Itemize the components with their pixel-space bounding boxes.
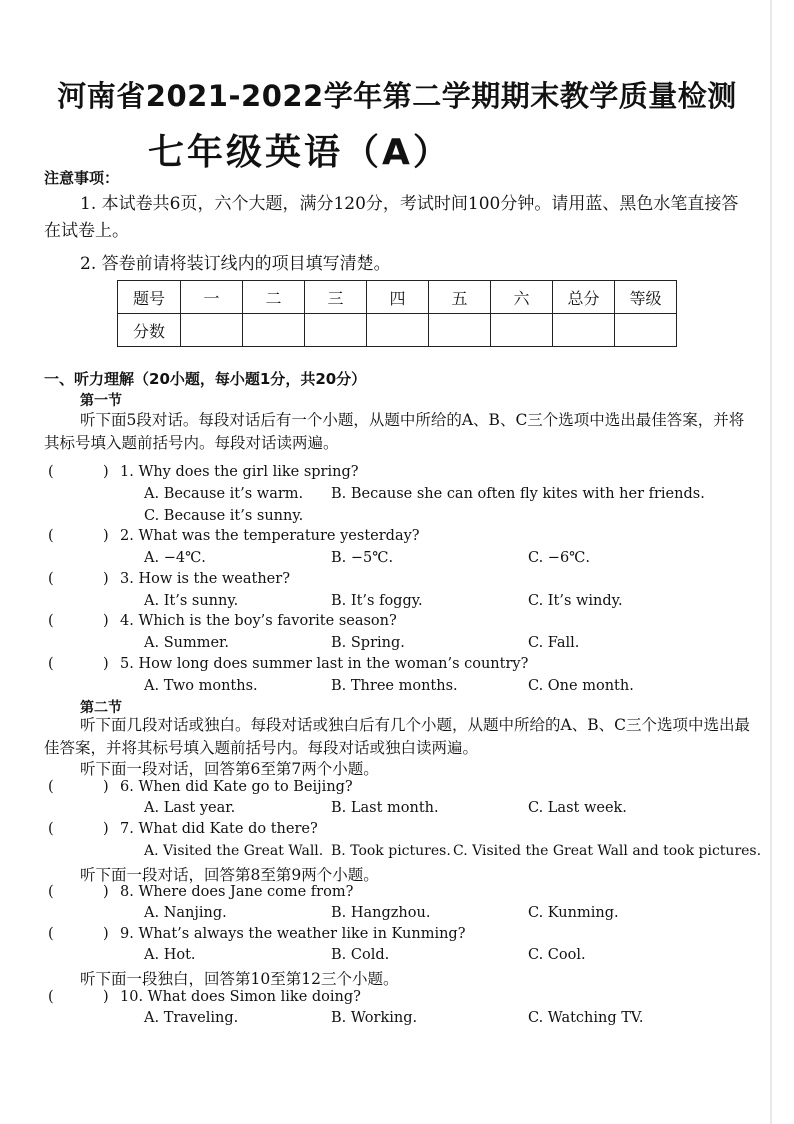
note-item-1: 1. 本试卷共6页，六个大题，满分120分，考试时间100分钟。请用蓝、黑色水笔直接答在试卷上。 <box>44 194 739 241</box>
score-cell[interactable] <box>305 314 367 347</box>
option-c: C. Fall. <box>528 635 580 651</box>
part1-instruction: 听下面5段对话。每段对话后有一个小题，从题中所给的A、B、C三个选项中选出最佳答案，并将其标号填入题前括号内。每段对话读两遍。 <box>44 411 745 452</box>
answer-paren-right: ) <box>103 528 109 544</box>
answer-paren-left[interactable]: ( <box>48 613 54 629</box>
score-table <box>117 280 677 347</box>
note-item-2: 2. 答卷前请将装订线内的项目填写清楚。 <box>80 254 391 274</box>
question-text: 3. How is the weather? <box>120 571 290 587</box>
score-cell[interactable] <box>491 314 553 347</box>
part2-heading: 第二节 <box>80 700 122 716</box>
answer-paren-left[interactable]: ( <box>48 779 54 795</box>
question-text: 4. Which is the boy’s favorite season? <box>120 613 397 629</box>
option-b: B. Because she can often fly kites with her friends. <box>331 486 705 502</box>
option-b: B. Last month. <box>331 800 439 816</box>
score-cell[interactable] <box>367 314 429 347</box>
option-c: C. Watching TV. <box>528 1010 644 1026</box>
option-b: B. Working. <box>331 1010 418 1026</box>
option-a: A. Visited the Great Wall. <box>144 843 324 859</box>
score-header-cell: 二 <box>243 281 305 314</box>
answer-paren-left[interactable]: ( <box>48 821 54 837</box>
question-row <box>0 926 794 946</box>
option-c: C. −6℃. <box>528 550 591 566</box>
question-row <box>0 779 794 799</box>
question-row <box>0 989 794 1009</box>
option-b: B. Spring. <box>331 635 405 651</box>
answer-paren-left[interactable]: ( <box>48 989 54 1005</box>
answer-paren-left[interactable]: ( <box>48 571 54 587</box>
question-text: 5. How long does summer last in the woman’s country? <box>120 656 529 672</box>
option-b: B. Took pictures. <box>331 843 451 859</box>
question-text: 9. What’s always the weather like in Kunming? <box>120 926 466 942</box>
scan-edge <box>770 0 772 1124</box>
answer-paren-left[interactable]: ( <box>48 528 54 544</box>
answer-paren-right: ) <box>103 779 109 795</box>
option-a: A. Last year. <box>144 800 236 816</box>
section-heading: 一、听力理解（20小题，每小题1分，共20分） <box>44 370 367 388</box>
dialogue-lead: 听下面一段对话，回答第8至第9两个小题。 <box>80 866 379 884</box>
option-a: A. Hot. <box>144 947 196 963</box>
question-text: 6. When did Kate go to Beijing? <box>120 779 353 795</box>
question-row <box>0 528 794 548</box>
score-header-cell: 等级 <box>615 281 677 314</box>
answer-paren-right: ) <box>103 613 109 629</box>
score-header-cell: 四 <box>367 281 429 314</box>
question-row <box>0 613 794 633</box>
score-header-cell: 六 <box>491 281 553 314</box>
answer-paren-right: ) <box>103 821 109 837</box>
question-row <box>0 821 794 841</box>
option-a: A. Summer. <box>144 635 229 651</box>
option-a: A. Two months. <box>144 678 258 694</box>
option-a: A. −4℃. <box>144 550 206 566</box>
option-b: B. Three months. <box>331 678 458 694</box>
option-a: A. Because it’s warm. <box>144 486 304 502</box>
option-c: C. One month. <box>528 678 634 694</box>
score-table-value-row <box>118 314 677 347</box>
dialogue-lead: 听下面一段对话，回答第6至第7两个小题。 <box>80 760 379 778</box>
score-cell[interactable] <box>553 314 615 347</box>
question-text: 8. Where does Jane come from? <box>120 884 354 900</box>
answer-paren-left[interactable]: ( <box>48 656 54 672</box>
score-header-cell: 总分 <box>553 281 615 314</box>
option-c: C. Because it’s sunny. <box>144 508 304 524</box>
answer-paren-right: ) <box>103 884 109 900</box>
option-a: A. Nanjing. <box>144 905 227 921</box>
answer-paren-right: ) <box>103 656 109 672</box>
score-cell[interactable] <box>615 314 677 347</box>
score-header-cell: 三 <box>305 281 367 314</box>
option-b: B. Hangzhou. <box>331 905 431 921</box>
answer-paren-right: ) <box>103 571 109 587</box>
question-text: 10. What does Simon like doing? <box>120 989 361 1005</box>
option-b: B. Cold. <box>331 947 390 963</box>
answer-paren-right: ) <box>103 989 109 1005</box>
score-header-cell: 题号 <box>118 281 181 314</box>
notes-heading: 注意事项： <box>44 169 120 187</box>
option-a: A. It’s sunny. <box>144 593 239 609</box>
question-text: 7. What did Kate do there? <box>120 821 318 837</box>
answer-paren-right: ) <box>103 926 109 942</box>
option-c: C. Last week. <box>528 800 627 816</box>
part2-instruction: 听下面几段对话或独白。每段对话或独白后有几个小题，从题中所给的A、B、C三个选项中选出最佳答案，并将其标号填入题前括号内。每段对话或独白读两遍。 <box>44 716 750 757</box>
option-c: C. Kunming. <box>528 905 619 921</box>
question-text: 1. Why does the girl like spring? <box>120 464 359 480</box>
score-cell[interactable] <box>429 314 491 347</box>
question-row <box>0 656 794 676</box>
answer-paren-left[interactable]: ( <box>48 464 54 480</box>
score-cell[interactable] <box>243 314 305 347</box>
option-b: B. It’s foggy. <box>331 593 423 609</box>
answer-paren-left[interactable]: ( <box>48 884 54 900</box>
question-row <box>0 464 794 484</box>
option-c: C. It’s windy. <box>528 593 623 609</box>
option-c: C. Cool. <box>528 947 586 963</box>
score-header-cell: 一 <box>181 281 243 314</box>
option-b: B. −5℃. <box>331 550 394 566</box>
answer-paren-right: ) <box>103 464 109 480</box>
score-row-label: 分数 <box>118 314 181 347</box>
question-row <box>0 884 794 904</box>
exam-subtitle: 七年级英语（A） <box>148 132 452 173</box>
option-a: A. Traveling. <box>144 1010 239 1026</box>
part1-heading: 第一节 <box>80 393 122 409</box>
exam-title: 河南省2021-2022学年第二学期期末教学质量检测 <box>57 79 737 113</box>
answer-paren-left[interactable]: ( <box>48 926 54 942</box>
score-cell[interactable] <box>181 314 243 347</box>
question-text: 2. What was the temperature yesterday? <box>120 528 420 544</box>
monologue-lead: 听下面一段独白，回答第10至第12三个小题。 <box>80 970 399 988</box>
question-row <box>0 571 794 591</box>
score-header-cell: 五 <box>429 281 491 314</box>
option-c: C. Visited the Great Wall and took pictures. <box>453 843 762 859</box>
score-table-header-row <box>118 281 677 314</box>
